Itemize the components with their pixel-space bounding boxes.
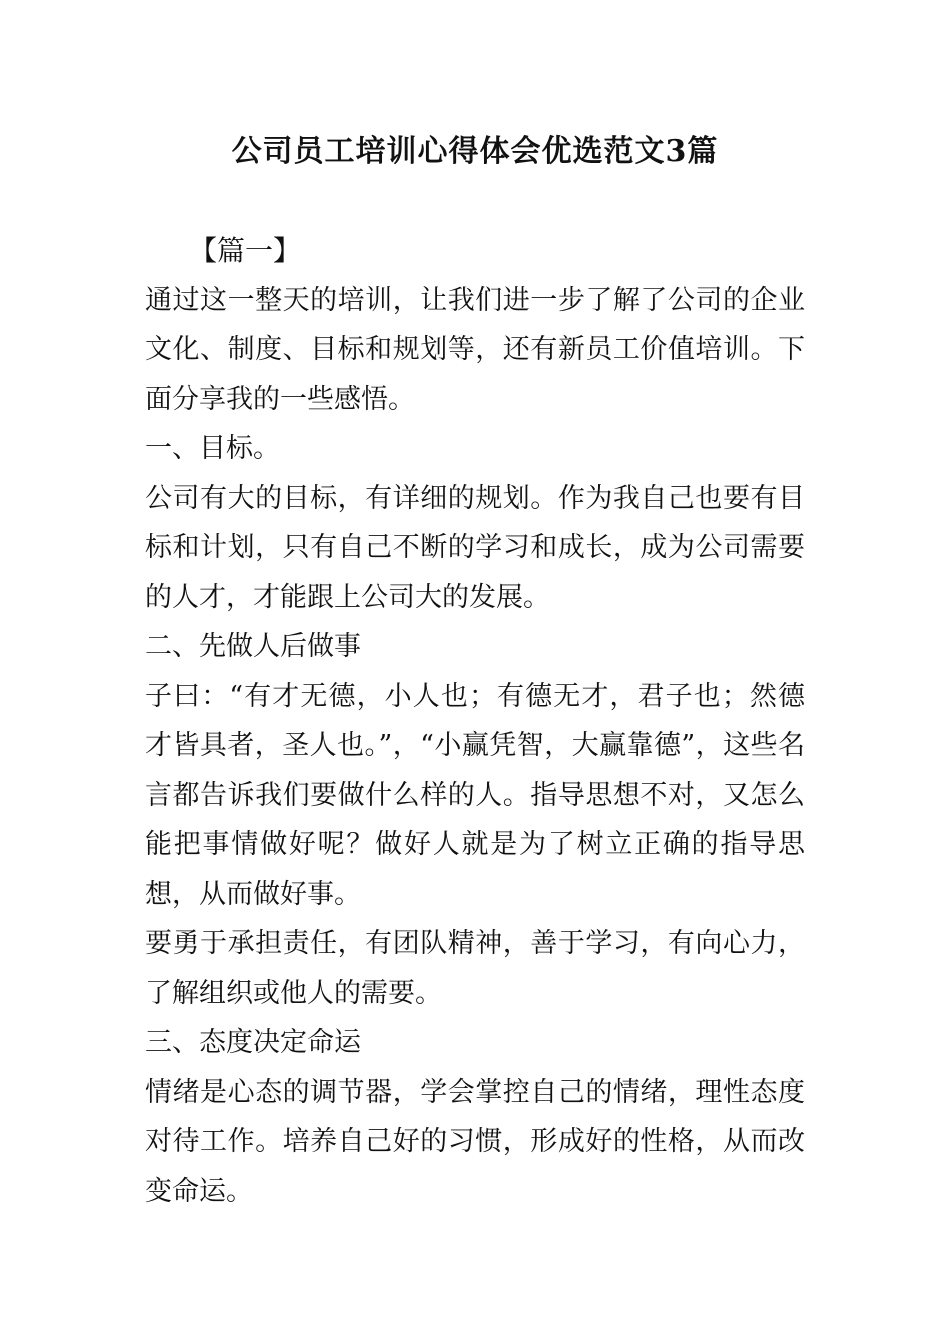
section-heading: 一、目标。 xyxy=(145,433,280,464)
paragraph: 情绪是心态的调节器，学会掌控自己的情绪，理性态度对待工作。培养自己好的习惯，形成好的性格，从而改变命运。 xyxy=(145,1076,805,1207)
document-body xyxy=(145,226,805,1216)
section-label: 【篇一】 xyxy=(189,234,302,267)
paragraph: 要勇于承担责任，有团队精神，善于学习，有向心力，了解组织或他人的需要。 xyxy=(145,928,805,1009)
paragraph: 公司有大的目标，有详细的规划。作为我自己也要有目标和计划，只有自己不断的学习和成长，成为公司需要的人才，才能跟上公司大的发展。 xyxy=(145,482,805,613)
document-title: 公司员工培训心得体会优选范文3篇 xyxy=(231,134,719,169)
paragraph: 子曰：“有才无德，小人也；有德无才，君子也；然德才皆具者，圣人也。”，“小赢凭智，大赢靠德”，这些名言都告诉我们要做什么样的人。指导思想不对，又怎么能把事情做好呢？做好人就是为了树立正确的指导思想，从而做好事。 xyxy=(145,680,805,910)
section-heading: 三、态度决定命运 xyxy=(145,1027,361,1058)
paragraph: 通过这一整天的培训，让我们进一步了解了公司的企业文化、制度、目标和规划等，还有新员工价值培训。下面分享我的一些感悟。 xyxy=(145,284,805,415)
section-heading: 二、先做人后做事 xyxy=(145,631,361,662)
